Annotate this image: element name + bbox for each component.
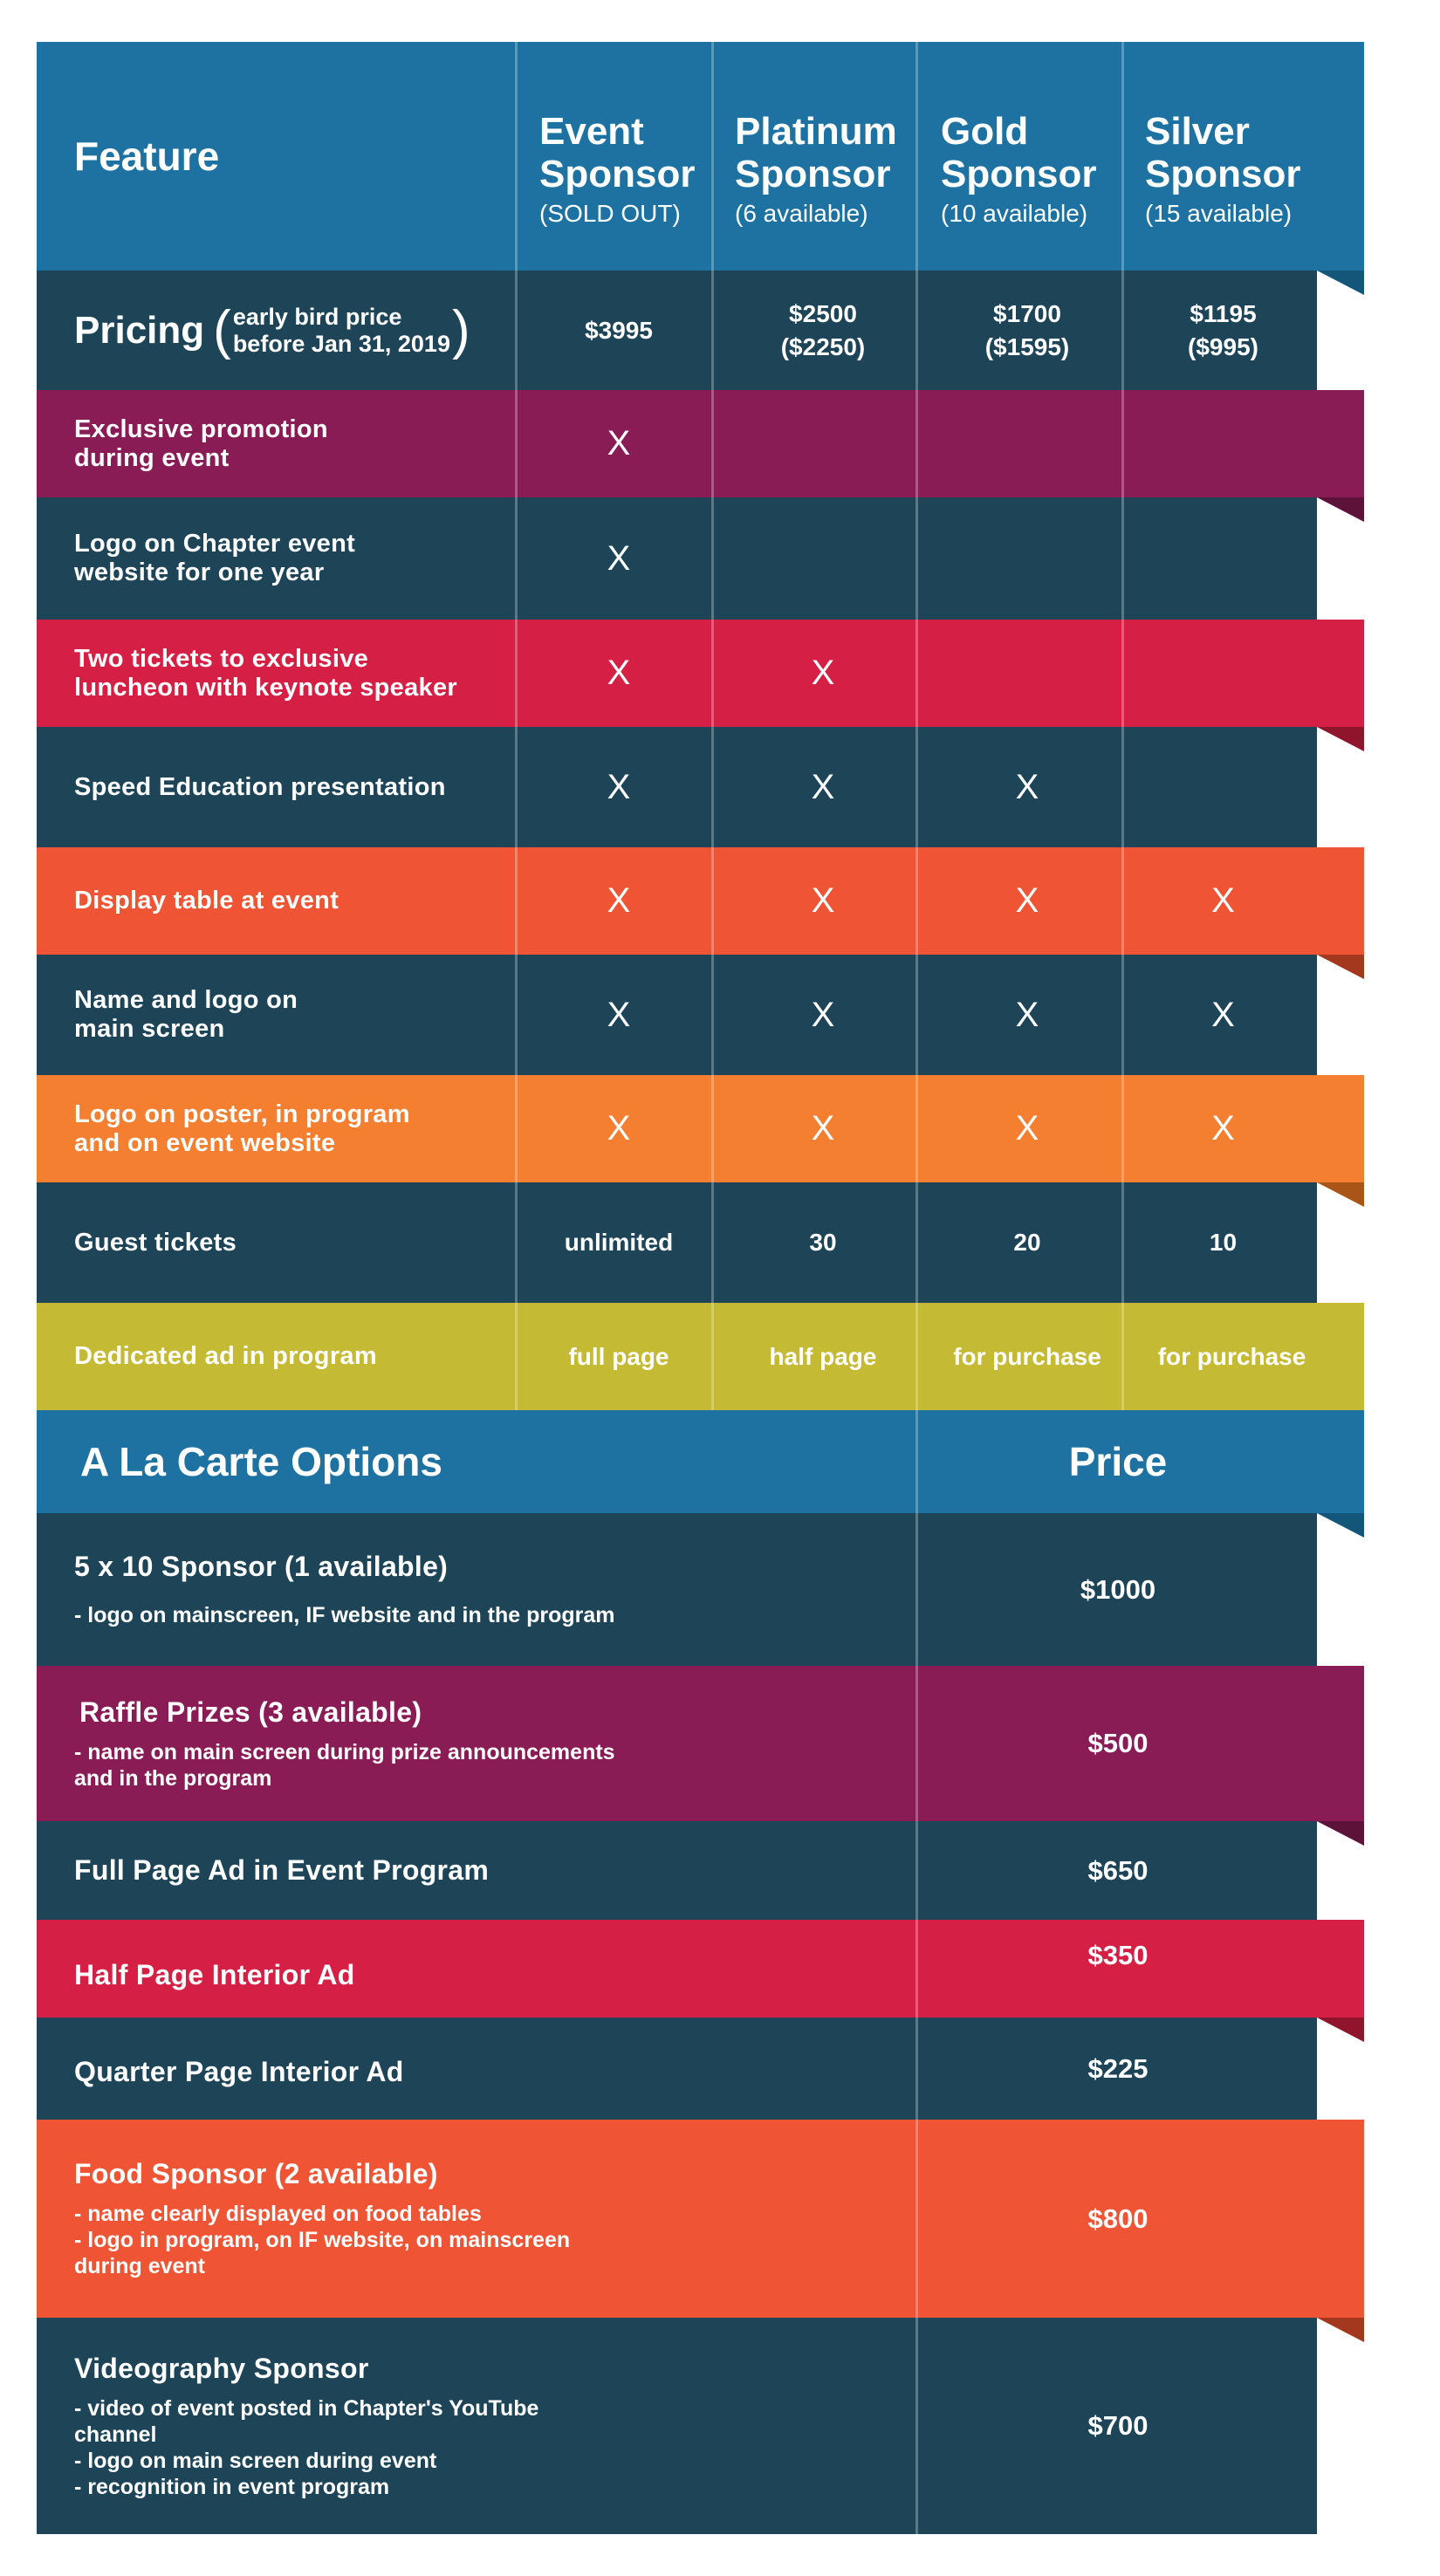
x-mark	[1129, 620, 1317, 727]
x-mark: X	[811, 881, 835, 920]
feature-value: 30	[809, 1229, 837, 1256]
x-mark: X	[1015, 995, 1039, 1034]
x-mark: X	[811, 767, 835, 806]
x-mark	[1129, 390, 1317, 497]
item-name: Food Sponsor (2 available)	[74, 2158, 438, 2189]
column-divider	[915, 1410, 918, 2534]
price-column-header: Price	[1068, 1439, 1168, 1484]
feature-row	[37, 727, 1317, 847]
x-mark	[1129, 727, 1317, 847]
feature-label: Logo on poster, in program and on event website	[74, 1100, 410, 1157]
x-mark: X	[607, 995, 631, 1034]
x-mark: X	[607, 881, 631, 920]
gold-sponsor-header: Gold Sponsor (10 available)	[941, 110, 1097, 227]
item-price: $500	[1087, 1728, 1149, 1758]
alacarte-header	[37, 1410, 1364, 1513]
item-price: $1000	[1080, 1573, 1156, 1605]
item-details: - logo on mainscreen, IF website and in the program	[74, 1603, 615, 1627]
feature-value: for purchase	[953, 1342, 1101, 1370]
feature-row	[37, 955, 1317, 1075]
x-mark: X	[1211, 1109, 1235, 1148]
item-details: - video of event posted in Chapter's YouTube channel - logo on main screen during event - recognition in event program	[74, 2395, 539, 2499]
feature-value: 20	[1013, 1229, 1041, 1256]
feature-label: Display table at event	[74, 887, 339, 915]
platinum-sponsor-header: Platinum Sponsor (6 available)	[735, 110, 897, 227]
feature-row	[37, 1075, 1364, 1182]
item-price: $800	[1087, 2203, 1149, 2234]
pricing-value: $1195 ($995)	[1188, 299, 1258, 360]
event-sponsor-header: Event Sponsor (SOLD OUT)	[539, 110, 696, 227]
pricing-value: $1700 ($1595)	[984, 299, 1070, 360]
item-name: Half Page Interior Ad	[74, 1958, 355, 1990]
x-mark: X	[1211, 881, 1235, 920]
feature-row	[37, 847, 1364, 955]
feature-row	[37, 620, 1364, 727]
x-mark	[1129, 497, 1317, 620]
feature-row	[37, 390, 1364, 497]
x-mark: X	[1015, 881, 1039, 920]
feature-column-header: Feature	[74, 134, 220, 179]
item-name: 5 x 10 Sponsor (1 available)	[74, 1551, 449, 1582]
x-mark	[925, 390, 1129, 497]
item-details: - name clearly displayed on food tables - logo in program, on IF website, on mainscreen during event	[74, 2202, 571, 2278]
feature-label: Logo on Chapter event website for one year	[74, 530, 356, 586]
pricing-row	[37, 271, 1317, 390]
x-mark: X	[1211, 995, 1235, 1034]
pricing-value: $2500 ($2250)	[780, 299, 866, 360]
column-divider	[1121, 42, 1124, 1410]
x-mark: X	[607, 538, 631, 578]
item-price: $225	[1087, 2052, 1149, 2084]
alacarte-title: A La Carte Options	[80, 1439, 442, 1484]
alacarte-item	[37, 2318, 1317, 2534]
feature-row	[37, 1303, 1364, 1410]
item-name: Full Page Ad in Event Program	[74, 1854, 490, 1886]
x-mark: X	[607, 424, 631, 462]
x-mark: X	[811, 1109, 835, 1148]
x-mark: X	[607, 654, 631, 692]
x-mark	[925, 497, 1129, 620]
alacarte-item	[37, 1920, 1364, 2018]
alacarte-item	[37, 2018, 1317, 2120]
feature-value: half page	[769, 1342, 877, 1370]
feature-label: Two tickets to exclusive luncheon with keynote speaker	[74, 644, 457, 702]
x-mark: X	[607, 767, 631, 806]
x-mark: X	[1015, 1109, 1039, 1148]
item-name: Raffle Prizes (3 available)	[79, 1696, 422, 1728]
x-mark	[925, 620, 1129, 727]
feature-value: unlimited	[564, 1229, 674, 1256]
silver-sponsor-header: Silver Sponsor (15 available)	[1145, 110, 1301, 227]
feature-label: Guest tickets	[74, 1228, 237, 1257]
x-mark	[721, 390, 925, 497]
table-header	[37, 42, 1364, 271]
feature-value: 10	[1209, 1229, 1238, 1256]
feature-value: for purchase	[1157, 1342, 1306, 1370]
feature-label: Speed Education presentation	[74, 772, 446, 801]
x-mark: X	[1015, 767, 1039, 806]
x-mark	[721, 497, 925, 620]
item-price: $650	[1087, 1854, 1149, 1886]
feature-value: full page	[568, 1342, 669, 1370]
item-details: - name on main screen during prize announcements and in the program	[74, 1739, 615, 1791]
column-divider	[915, 42, 918, 1410]
alacarte-item	[37, 1821, 1317, 1920]
item-name: Videography Sponsor	[74, 2352, 369, 2384]
feature-row	[37, 497, 1317, 620]
feature-row	[37, 1182, 1317, 1303]
alacarte-item	[37, 1513, 1317, 1666]
alacarte-item	[37, 1666, 1364, 1821]
feature-label: Dedicated ad in program	[74, 1342, 377, 1370]
column-divider	[515, 42, 518, 1410]
feature-label: Exclusive promotion during event	[74, 414, 328, 472]
item-name: Quarter Page Interior Ad	[74, 2056, 404, 2087]
item-price: $700	[1087, 2410, 1149, 2441]
pricing-value: $3995	[585, 316, 653, 344]
x-mark: X	[607, 1109, 631, 1148]
feature-label: Name and logo on main screen	[74, 986, 298, 1043]
x-mark: X	[811, 995, 835, 1034]
x-mark: X	[811, 654, 835, 692]
item-price: $350	[1087, 1940, 1149, 1970]
alacarte-item	[37, 2120, 1364, 2318]
column-divider	[711, 42, 714, 1410]
pricing-label: Pricing ( early bird price before Jan 31, 2019 )	[74, 299, 470, 360]
